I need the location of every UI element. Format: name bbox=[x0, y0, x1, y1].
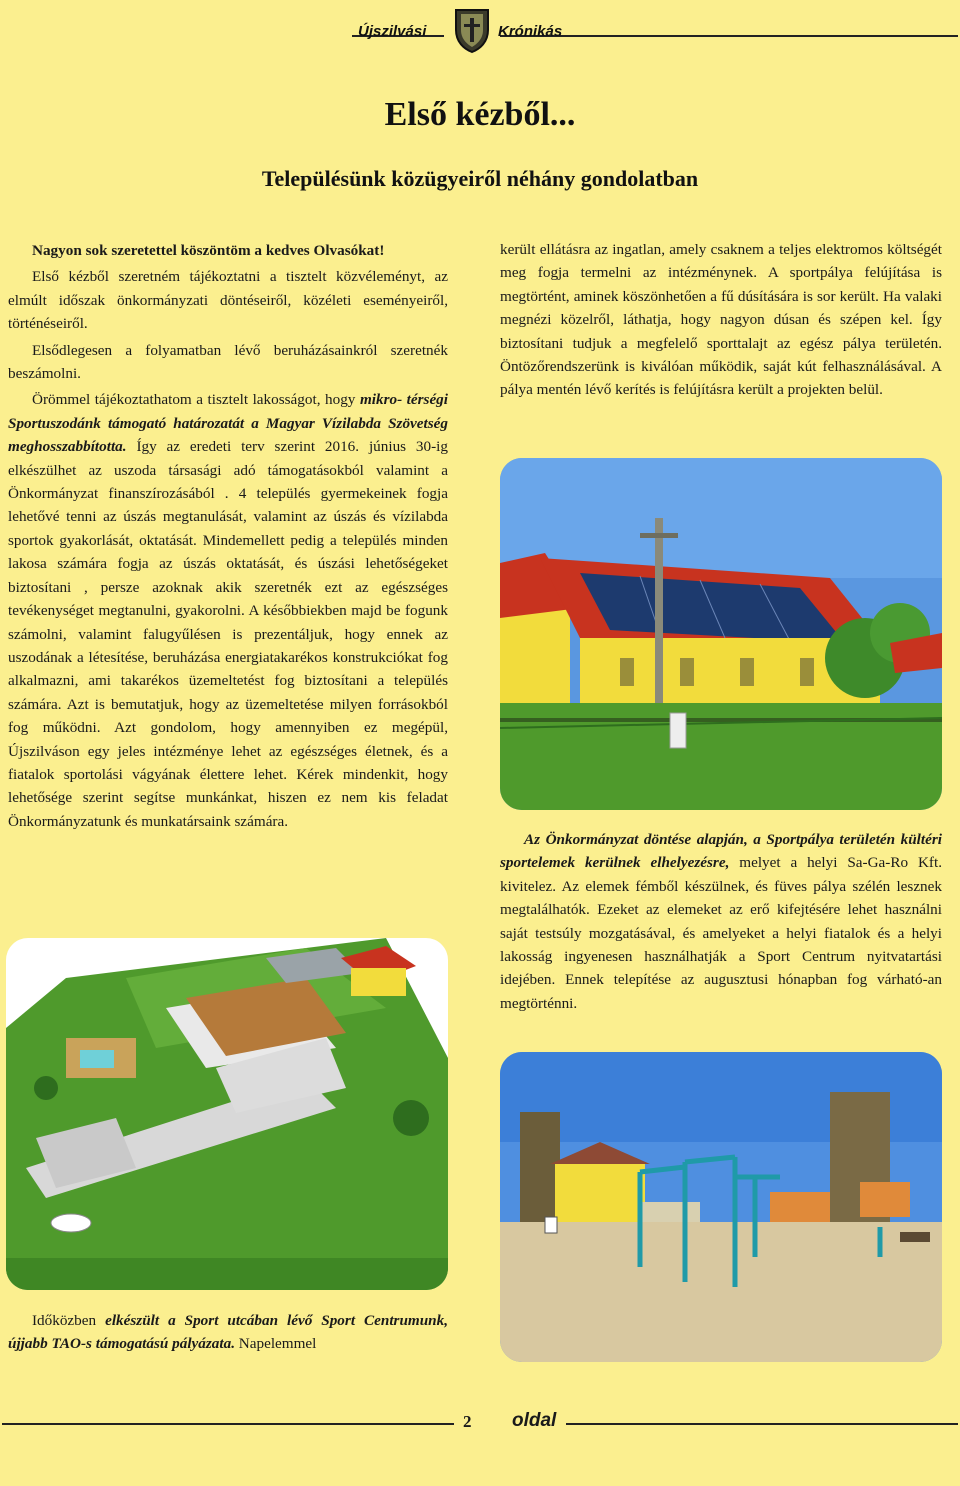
header-right-title: Krónikás bbox=[498, 23, 563, 40]
outdoor-equipment-text bbox=[500, 828, 942, 1015]
pool-emphasis: mikro- térségi Sportuszodánk támogató határozatát a Magyar Vízilabda Szövetség meghosszabbította. bbox=[8, 391, 448, 456]
solar-paragraph: került ellátásra az ingatlan, amely csaknem a teljes elektromos költségét meg fogja termelni az intézménynek. A sportpálya felújítása is megtörtént, aminek köszönhetően a fű dúsítására is sor került. Ha valaki megnézi közelről, láthatja, hogy nagyon dúsan és szépen kel. Így biztosítani tudjuk a megfelelő sporttalajt az egész pálya területén. Öntözőrendszerünk is kiválóan működik, saját kút felhasználásával. A pálya mentén lévő kerítés is felújításra került a projekten belül. bbox=[500, 241, 942, 399]
left-column bbox=[8, 239, 448, 836]
sport-centre-text bbox=[8, 1309, 448, 1356]
sport-centre-lead: Időközben bbox=[32, 1312, 106, 1329]
outdoor-equipment-body: melyet a helyi Sa-Ga-Ro Kft. kivitelez. Az elemek fémből készülnek, és füves pálya szélén lesznek megtalálhatók. Ezeket az elemeket az erő kifejtésére lehet használni saját testsúly mozgatásával, és amelyeket a helyi fiatalok és a helyi lakosság ingyenesen használhatják a Sport Centrum nyitvatartási idejében. Ennek telepítése az augusztusi hónapban fog várható-an megtörténni. bbox=[500, 854, 942, 1012]
investments-paragraph: Elsődlegesen a folyamatban lévő beruházásainkról szeretnék beszámolni. bbox=[8, 341, 448, 383]
page-number: 2 bbox=[463, 1412, 472, 1431]
article-subtitle: Településünk közügyeiről néhány gondolatban bbox=[261, 166, 699, 191]
page-label: oldal bbox=[512, 1410, 557, 1431]
coat-of-arms-icon bbox=[452, 4, 492, 54]
intro-paragraph: Első kézből szeretném tájékoztatni a tisztelt közvéleményt, az elmúlt időszak önkormányzati döntéseiről, közéleti eseményeiről, történéseiről. bbox=[8, 268, 448, 333]
header-left-title: Újszilvási bbox=[358, 23, 427, 40]
sport-centre-emphasis: elkészült a Sport utcában lévő Sport Centrumunk, újjabb TAO-s támogatású pályázata. bbox=[8, 1312, 449, 1353]
greeting-paragraph: Nagyon sok szeretettel köszöntöm a kedves Olvasókat! bbox=[32, 242, 385, 259]
fitness-park-photo bbox=[500, 1052, 942, 1362]
outdoor-equipment-paragraph bbox=[500, 828, 942, 1015]
footer-rule-right bbox=[566, 1423, 958, 1425]
swimming-pool-paragraph bbox=[8, 388, 448, 833]
pool-body: Így az eredeti terv szerint 2016. június 30-ig elkészülhet az uszoda társasági adó támogatásokból valamint a Önkormányzat finanszírozásából . 4 település gyermekeinek fogja lehetővé tenni az úszás megtanulását, valamint az úszás és vízilabda sportok gyakorlását, oktatását. Mindemellett pedig a település minden lakosa számára fogja az úszás oktatását, és úszási lehetőségeket biztosítani , persze azoknak akik szeretnék ezt az egészséges tevékenységet megtanulni, gyakorolni. A későbbiekben majd be fogunk számolni, valamint falugyűlésen is prezentáljuk, hogy ennek az uszodának a létesítése, beruházása energiatakarékos konstrukciókat fog alkalmazni, ami takarékos üzemeltetést fog biztosítani a település számára. Azt is bemutatjuk, hogy az üzemeltetése milyen forrásokból fog működni. Azt gondolom, hogy amennyiben ez megépül, Újszilváson egy jeles intézménye lehet az egészséges életnek, és a fiatalok sportolási vágyának élettere lehet. Kérek mindenkit, hogy lehetősége szerint segítse munkánkat, hiszen ez nem kis feladat Önkormányzatunk és munkatársaink számára. bbox=[8, 438, 448, 830]
article-title: Első kézből... bbox=[384, 96, 576, 133]
solar-building-photo bbox=[500, 458, 942, 810]
sport-centre-paragraph bbox=[8, 1309, 448, 1356]
header-rule-right bbox=[500, 35, 958, 37]
sport-centre-tail: Napelemmel bbox=[235, 1335, 317, 1353]
outdoor-equipment-emphasis: Az Önkormányzat döntése alapján, a Sportpálya területén kültéri sportelemek kerülnek elhelyezésre, bbox=[500, 831, 942, 872]
footer-rule-left bbox=[2, 1423, 454, 1425]
pool-lead: Örömmel tájékoztathatom a tisztelt lakosságot, hogy bbox=[32, 391, 360, 409]
pool-rendering-image bbox=[6, 938, 448, 1290]
right-column bbox=[500, 238, 942, 405]
